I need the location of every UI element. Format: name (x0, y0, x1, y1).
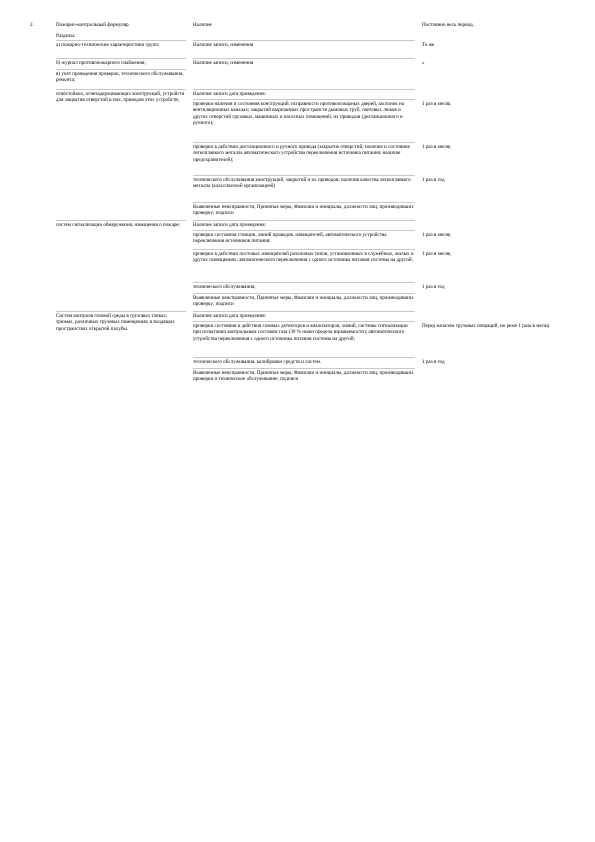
divider (56, 58, 186, 59)
openings-row-text: Выявленные неисправности, Принятые меры, Фамилии и инициалы, должности лиц, производивших проверку; подписи (193, 204, 414, 217)
divider (193, 175, 415, 176)
divider (193, 202, 415, 203)
openings-row-period: 1 раз в год (422, 177, 445, 183)
gas-row-text: проверки состояния и действия газовых детекторов и анализаторов, химий, системы сигнализации при испытании контрольным составом газа (30 % нижн предела взрываемости); автоматического устройства переключения с одного источника питания системы на другой; (193, 323, 408, 342)
divider (193, 357, 415, 358)
divider (56, 311, 186, 312)
section-number: 2. (30, 22, 34, 28)
sections-label: Разделы: (56, 33, 76, 39)
gas-row-period: Перед началом грузовых операций, но реже 1 раза в месяц (422, 323, 550, 329)
gas-row-text: технического обслуживания, калибровки средств и систем. (193, 359, 322, 365)
divider (193, 99, 415, 100)
alarm-row-text: технического обслуживания; (193, 284, 256, 290)
divider (193, 282, 415, 283)
divider (56, 220, 186, 221)
openings-row-text: проверки в действии дистанционного и ручного привода (закрытие отверстий; наличие и состояние легкоплавкого металла автоматического устройства переключения источника питания; наличие предохранителей); (193, 144, 410, 163)
divider (56, 40, 186, 41)
divider (193, 293, 415, 294)
row-b-period: » (422, 60, 425, 66)
row-a-label: а) пожарно-технические характеристики групп; (56, 42, 160, 48)
alarm-row-period: 1 раз в год (422, 284, 445, 290)
openings-header: Наличие записи дата проведения: (193, 91, 266, 97)
alarm-row-period: 1 раз в месяц (422, 232, 451, 238)
openings-label: огнестойких, огнезадерживающих конструкций, устройств для закрытия отверстий в них, приводов этих устройств; (56, 91, 185, 104)
gas-row-text: Выявленные неисправности, Принятые меры, Фамилии и инициалы, должности лиц, производивших проверки и техническое обслуживание; подписи (193, 370, 414, 383)
gas-header: Наличие записи дата проведения: (193, 313, 266, 319)
row-b-value: Наличие записи, изменения (193, 60, 254, 66)
alarm-row-text: проверки состояния станции, линий проводов, извещателей, автоматического устройства переключения источников питания; (193, 232, 387, 245)
divider (193, 368, 415, 369)
openings-row-period: 1 раз в месяц (422, 144, 451, 150)
openings-row-period: 1 раз в месяц (422, 101, 451, 107)
row-a-period: То же (422, 42, 435, 48)
divider (56, 89, 186, 90)
divider (56, 69, 186, 70)
divider (193, 321, 415, 322)
alarm-row-text: проверки в действии постовых извещателей различных типов, установленных в служебных, жилых и других помещениях; автоматического переключения с одного источника питания системы на другой; (193, 251, 414, 264)
gas-label: Систем контроля газовой среды в грузовых танках, трюмах, различных грузовых помещениях и входящих пространствах открытой палубы. (56, 313, 175, 332)
alarm-label: систем сигнализации обнаружения, извещения о пожаре; (56, 222, 181, 228)
section-title: Пожарно-контрольный формуляр. (56, 22, 130, 28)
divider (193, 220, 415, 221)
alarm-row-text: Выявленные неисправности, Принятые меры, Фамилии и инициалы, должности лиц, производивших проверку; подписи (193, 295, 414, 308)
divider (193, 230, 415, 231)
alarm-row-period: 1 раз в месяц (422, 251, 451, 257)
divider (193, 311, 415, 312)
divider (193, 249, 415, 250)
section-col2-header: Наличие (193, 22, 212, 28)
alarm-header: Наличие записи дата проведения: (193, 222, 266, 228)
divider (193, 89, 415, 90)
row-c-label: в) учет проведения проверок, технического обслуживания, ремонта; (56, 71, 184, 84)
row-a-value: Наличие записи, изменения (193, 42, 254, 48)
divider (193, 142, 415, 143)
section-col3-header: Постоянно весь период. (422, 22, 474, 28)
openings-row-text: технического обслуживания конструкций, закрытий и их приводов; наличия качества легкоплавкого металла (классической организацией) (193, 177, 411, 190)
row-b-label: б) журнал противопожарного снабжения; (56, 60, 146, 66)
gas-row-period: 1 раз в год (422, 359, 445, 365)
divider (193, 40, 415, 41)
divider (193, 58, 415, 59)
openings-row-text: проверки наличия и состояния конструкций, исправности противопожарных дверей, заслонок на вентиляционных каналах; закрытий вырезанных пространств дымовых труб, световых люков и других отверстий грузовых, машинных и насосных помещений, их приводов (дистанционного и ручного); (193, 101, 404, 126)
